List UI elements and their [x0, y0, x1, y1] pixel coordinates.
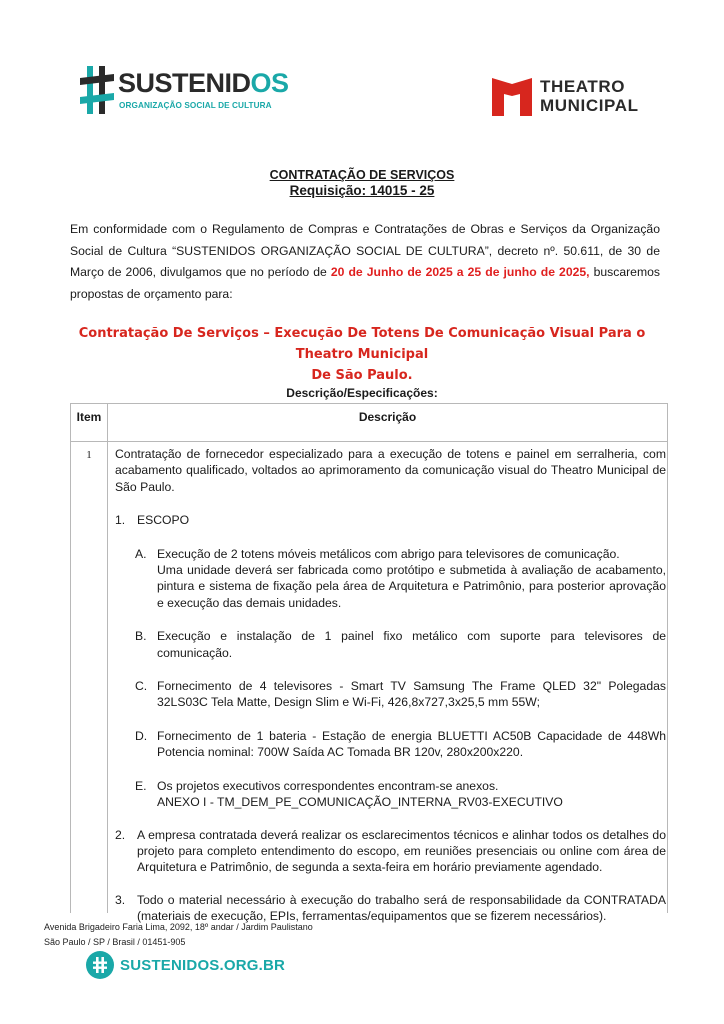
intro-paragraph: Em conformidade com o Regulamento de Compras e Contratações de Obras e Serviços da Organização Social de Cultura “SUSTENIDOS ORGANIZAÇÃO SOCIAL DE CULTURA”, decreto nº. 50.611, de 30 de Março de 2006, divulgamos que no período de 20 de Junho de 2025 a 25 de junho de 2025, buscaremos propostas de orçamento para: [70, 222, 660, 301]
list-item: C. Fornecimento de 4 televisores - Smart TV Samsung The Frame QLED 32" Polegadas 32LS03C Tela Matte, Design Slim e Wi-Fi, 426,8x727,3x25,5 mm 55W; [135, 679, 666, 710]
table-column-divider [107, 404, 108, 913]
theatro-line2: MUNICIPAL [540, 96, 639, 115]
table-header-divider [71, 441, 667, 442]
list-item: A. Execução de 2 totens móveis metálicos com abrigo para televisores de comunicação. Uma unidade deverá ser fabricada como protótipo e submetida à avaliação de acabamento, pintura e sistema de fixação pela área de Arquitetura e Patrimônio, para posterior aprovação e execução das demais unidades. [135, 546, 666, 610]
section-materials: 3. Todo o material necessário à execução do trabalho será de responsabilidade da CONTRATADA (materiais de execução, EPIs, ferramentas/equipamentos que se fizerem necessários). [115, 892, 666, 924]
specifications-table [70, 403, 668, 924]
sustenidos-logo [80, 64, 289, 118]
list-item: E. Os projetos executivos correspondentes encontram-se anexos. ANEXO I - TM_DEM_PE_COMUNICAÇÃO_INTERNA_RV03-EXECUTIVO [135, 778, 563, 810]
date-range: 20 de Junho de 2025 a 25 de junho de 2025, [330, 265, 590, 279]
hashtag-circle-icon [86, 951, 114, 979]
theatro-municipal-logo [490, 74, 660, 120]
theatro-line1: THEATRO [540, 77, 626, 96]
footer-address-line2: São Paulo / SP / Brasil / 01451-905 [44, 937, 186, 947]
table-row-number: 1 [86, 449, 92, 461]
footer-address-line1: Avenida Brigadeiro Faria Lima, 2092, 18º andar / Jardim Paulistano [44, 922, 313, 932]
list-item: D. Fornecimento de 1 bateria - Estação de energia BLUETTI AC50B Capacidade de 448Wh Potencia nominal: 700W Saída AC Tomada BR 120v, 280x200x220. [135, 728, 666, 760]
description-intro: Contratação de fornecedor especializado para a execução de totens e painel em serralheria, com acabamento qualificado, voltados ao aprimoramento da comunicação visual do Theatro Municipal de São Paulo. [115, 447, 666, 494]
footer-website [86, 951, 286, 985]
specifications-heading: Descrição/Especificações: [286, 386, 438, 400]
requisition-number: Requisição: 14015 - 25 [289, 183, 435, 198]
website-url: SUSTENIDOS.ORG.BR [120, 957, 286, 974]
hashtag-logo-icon [80, 64, 114, 116]
sustenidos-wordmark: SUSTENIDOS [118, 68, 289, 98]
table-header-description: Descrição [358, 410, 417, 424]
theatro-arch-icon [490, 74, 534, 118]
document-title: CONTRATAÇÃO DE SERVIÇOS [269, 168, 455, 182]
contract-subject: Contratação De Serviços – Execução De Totens De Comunicação Visual Para o Theatro Municipal De São Paulo. [78, 326, 646, 383]
sustenidos-subtitle: ORGANIZAÇÃO SOCIAL DE CULTURA [119, 101, 272, 110]
section-clarifications: 2. A empresa contratada deverá realizar os esclarecimentos técnicos e alinhar todos os detalhes do projeto para completo entendimento do escopo, em reuniões presenciais ou online com área de Arquitetura e Patrimônio, de segunda a sexta-feira em horário previamente agendado. [115, 827, 666, 875]
list-item: B. Execução e instalação de 1 painel fixo metálico com suporte para televisores de comunicação. [135, 629, 666, 660]
table-header-item: Item [76, 410, 102, 424]
section-scope: 1. ESCOPO [115, 513, 190, 528]
table-row-description [115, 446, 666, 925]
